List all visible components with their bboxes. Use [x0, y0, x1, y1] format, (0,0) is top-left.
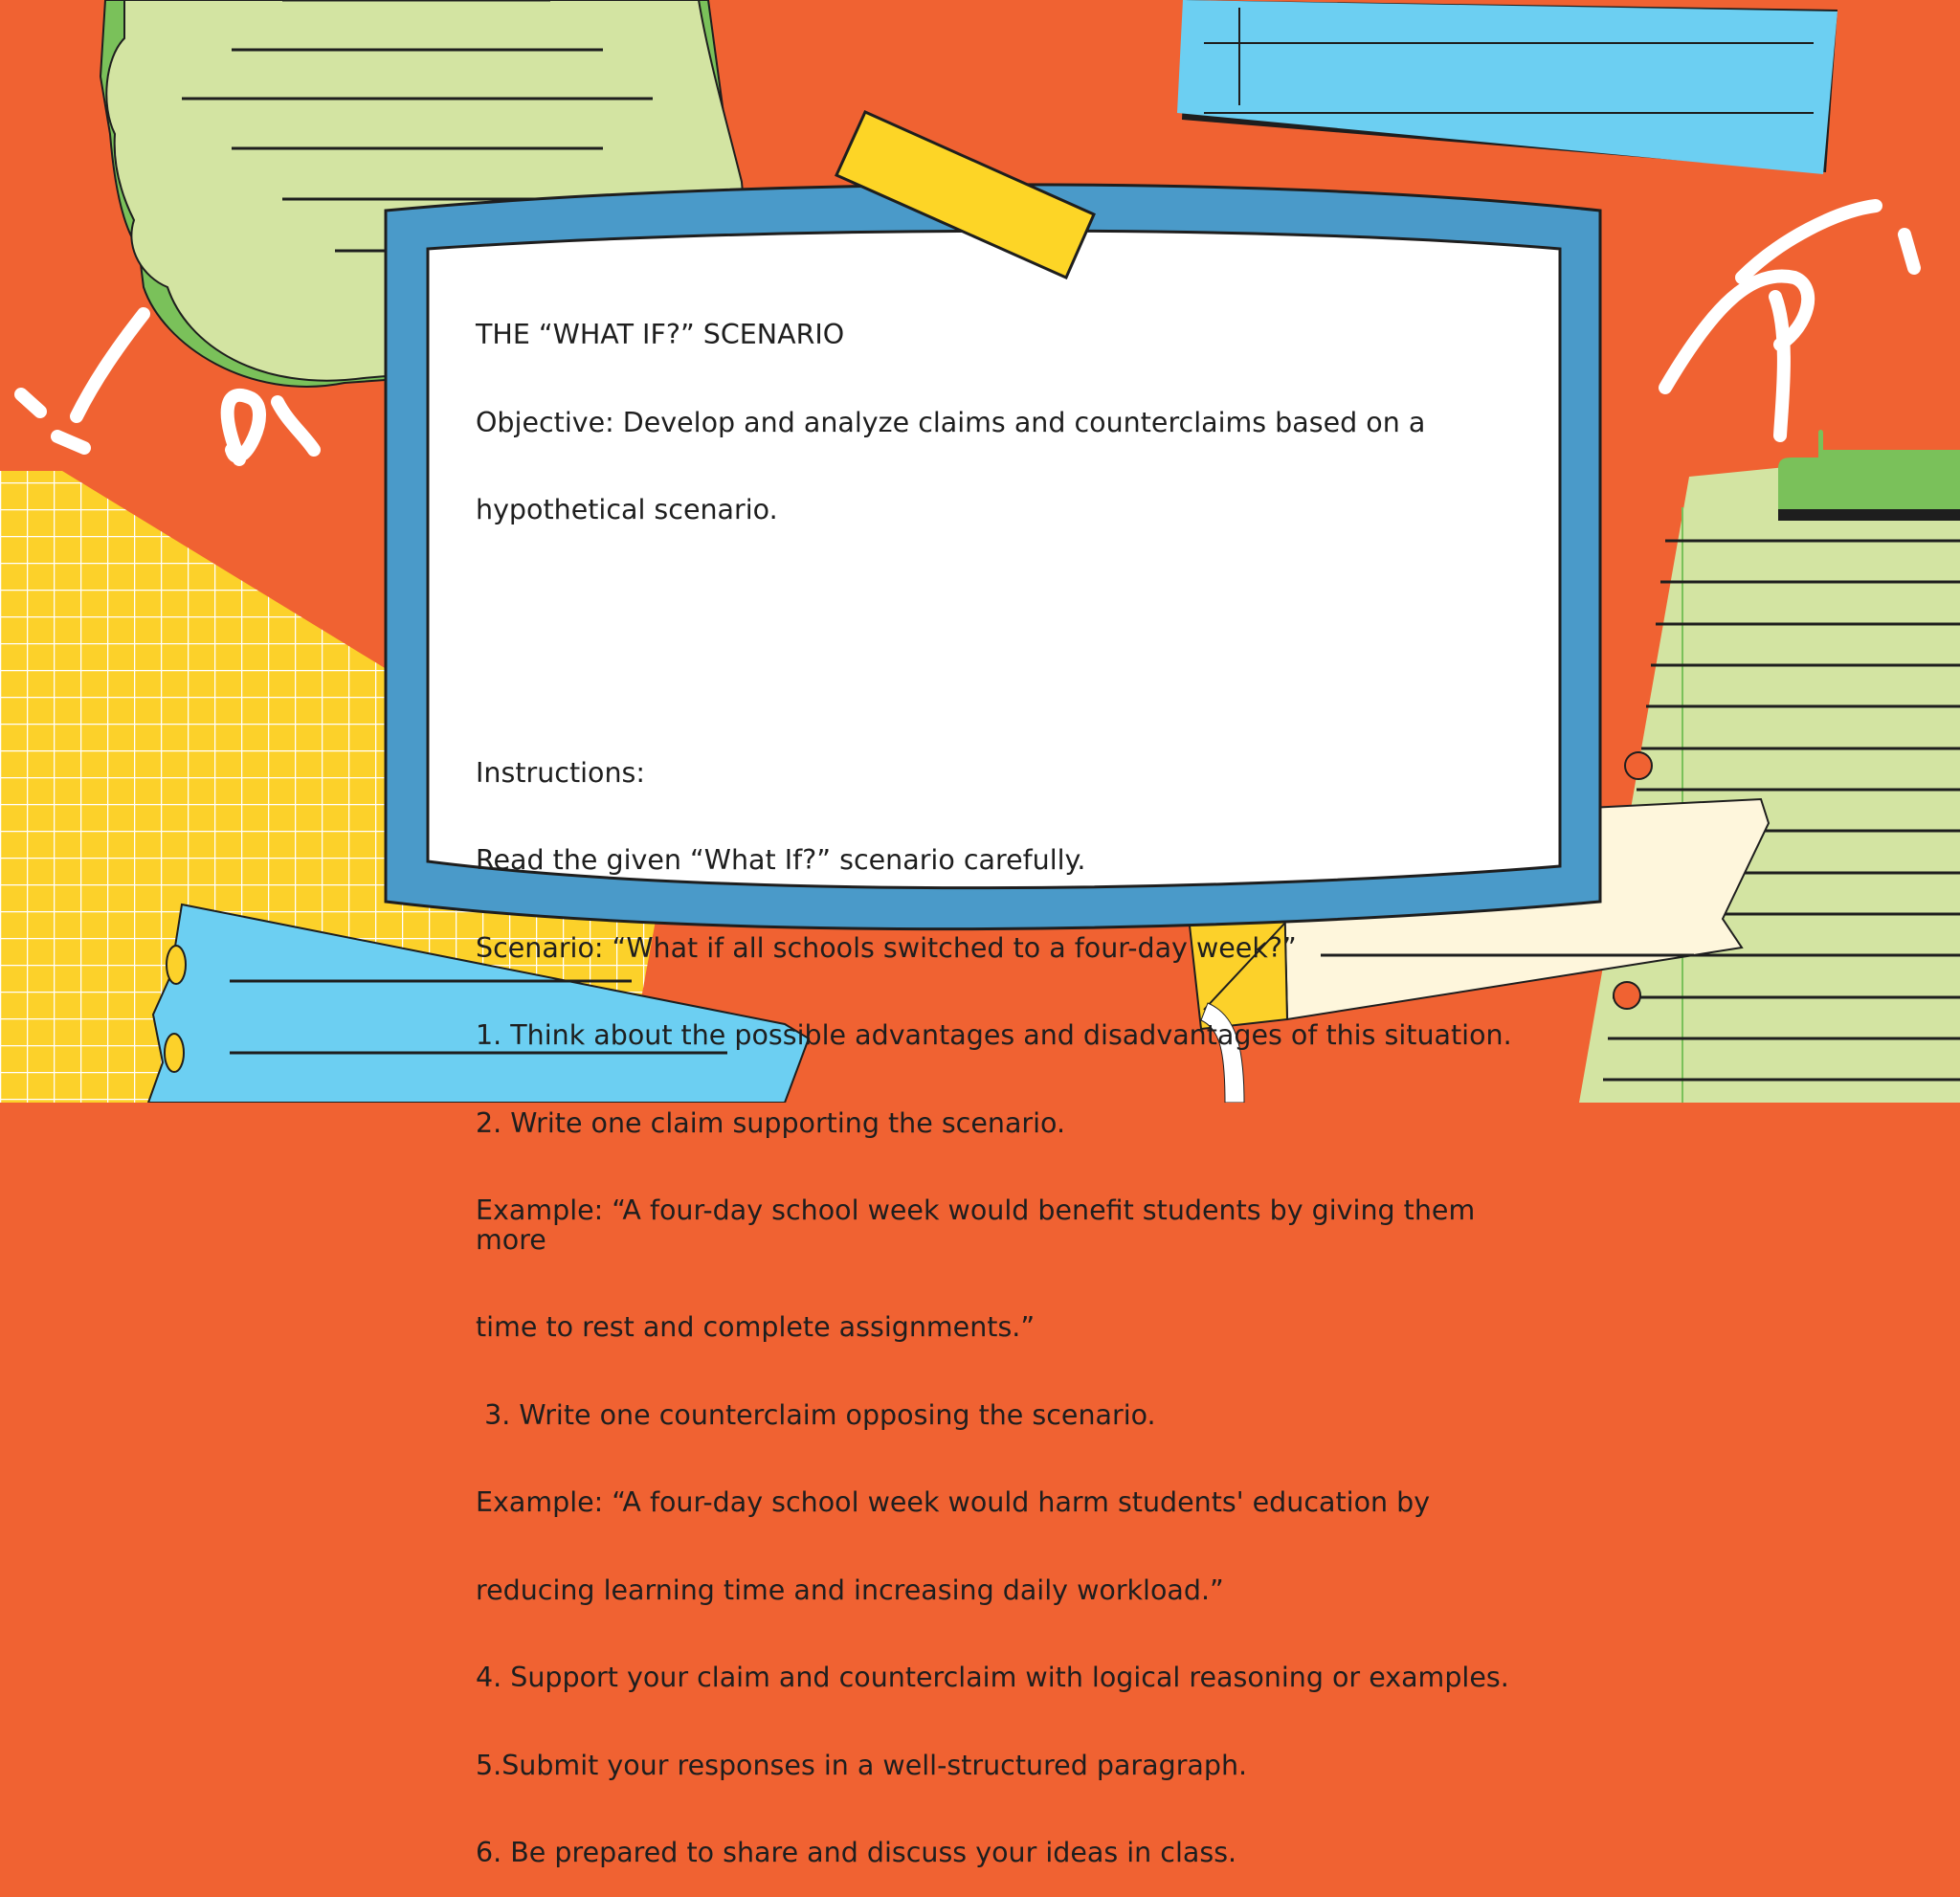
instruction-line: 1. Think about the possible advantages and disadvantages of this situation. [476, 1019, 1512, 1051]
blank-line [476, 671, 1548, 701]
instruction-line: 2. Write one claim supporting the scenario. [476, 1106, 1066, 1139]
slide-title: THE “WHAT IF?” SCENARIO [476, 319, 845, 350]
blank-line [476, 584, 1548, 614]
instruction-line: reducing learning time and increasing daily workload.” [476, 1573, 1224, 1606]
instruction-line: time to rest and complete assignments.” [476, 1311, 1036, 1343]
objective-line: hypothetical scenario. [476, 494, 778, 525]
instruction-line: Example: “A four-day school week would harm students' education by [476, 1486, 1431, 1518]
instruction-line: 3. Write one counterclaim opposing the scenario. [476, 1398, 1156, 1431]
instructions-heading: Instructions: [476, 756, 645, 789]
objective-line: Objective: Develop and analyze claims and counterclaims based on a [476, 406, 1426, 438]
instruction-line: 5.Submit your responses in a well-structured paragraph. [476, 1749, 1248, 1781]
instruction-line: Scenario: “What if all schools switched to a four-day week?” [476, 931, 1297, 964]
instruction-line: 6. Be prepared to share and discuss your ideas in class. [476, 1837, 1237, 1868]
instruction-line: Example: “A four-day school week would benefit students by giving them more [476, 1194, 1484, 1256]
instruction-line: Read the given “What If?” scenario carefully. [476, 844, 1086, 876]
instruction-line: 4. Support your claim and counterclaim with logical reasoning or examples. [476, 1662, 1509, 1693]
slide-content [476, 262, 1548, 1897]
